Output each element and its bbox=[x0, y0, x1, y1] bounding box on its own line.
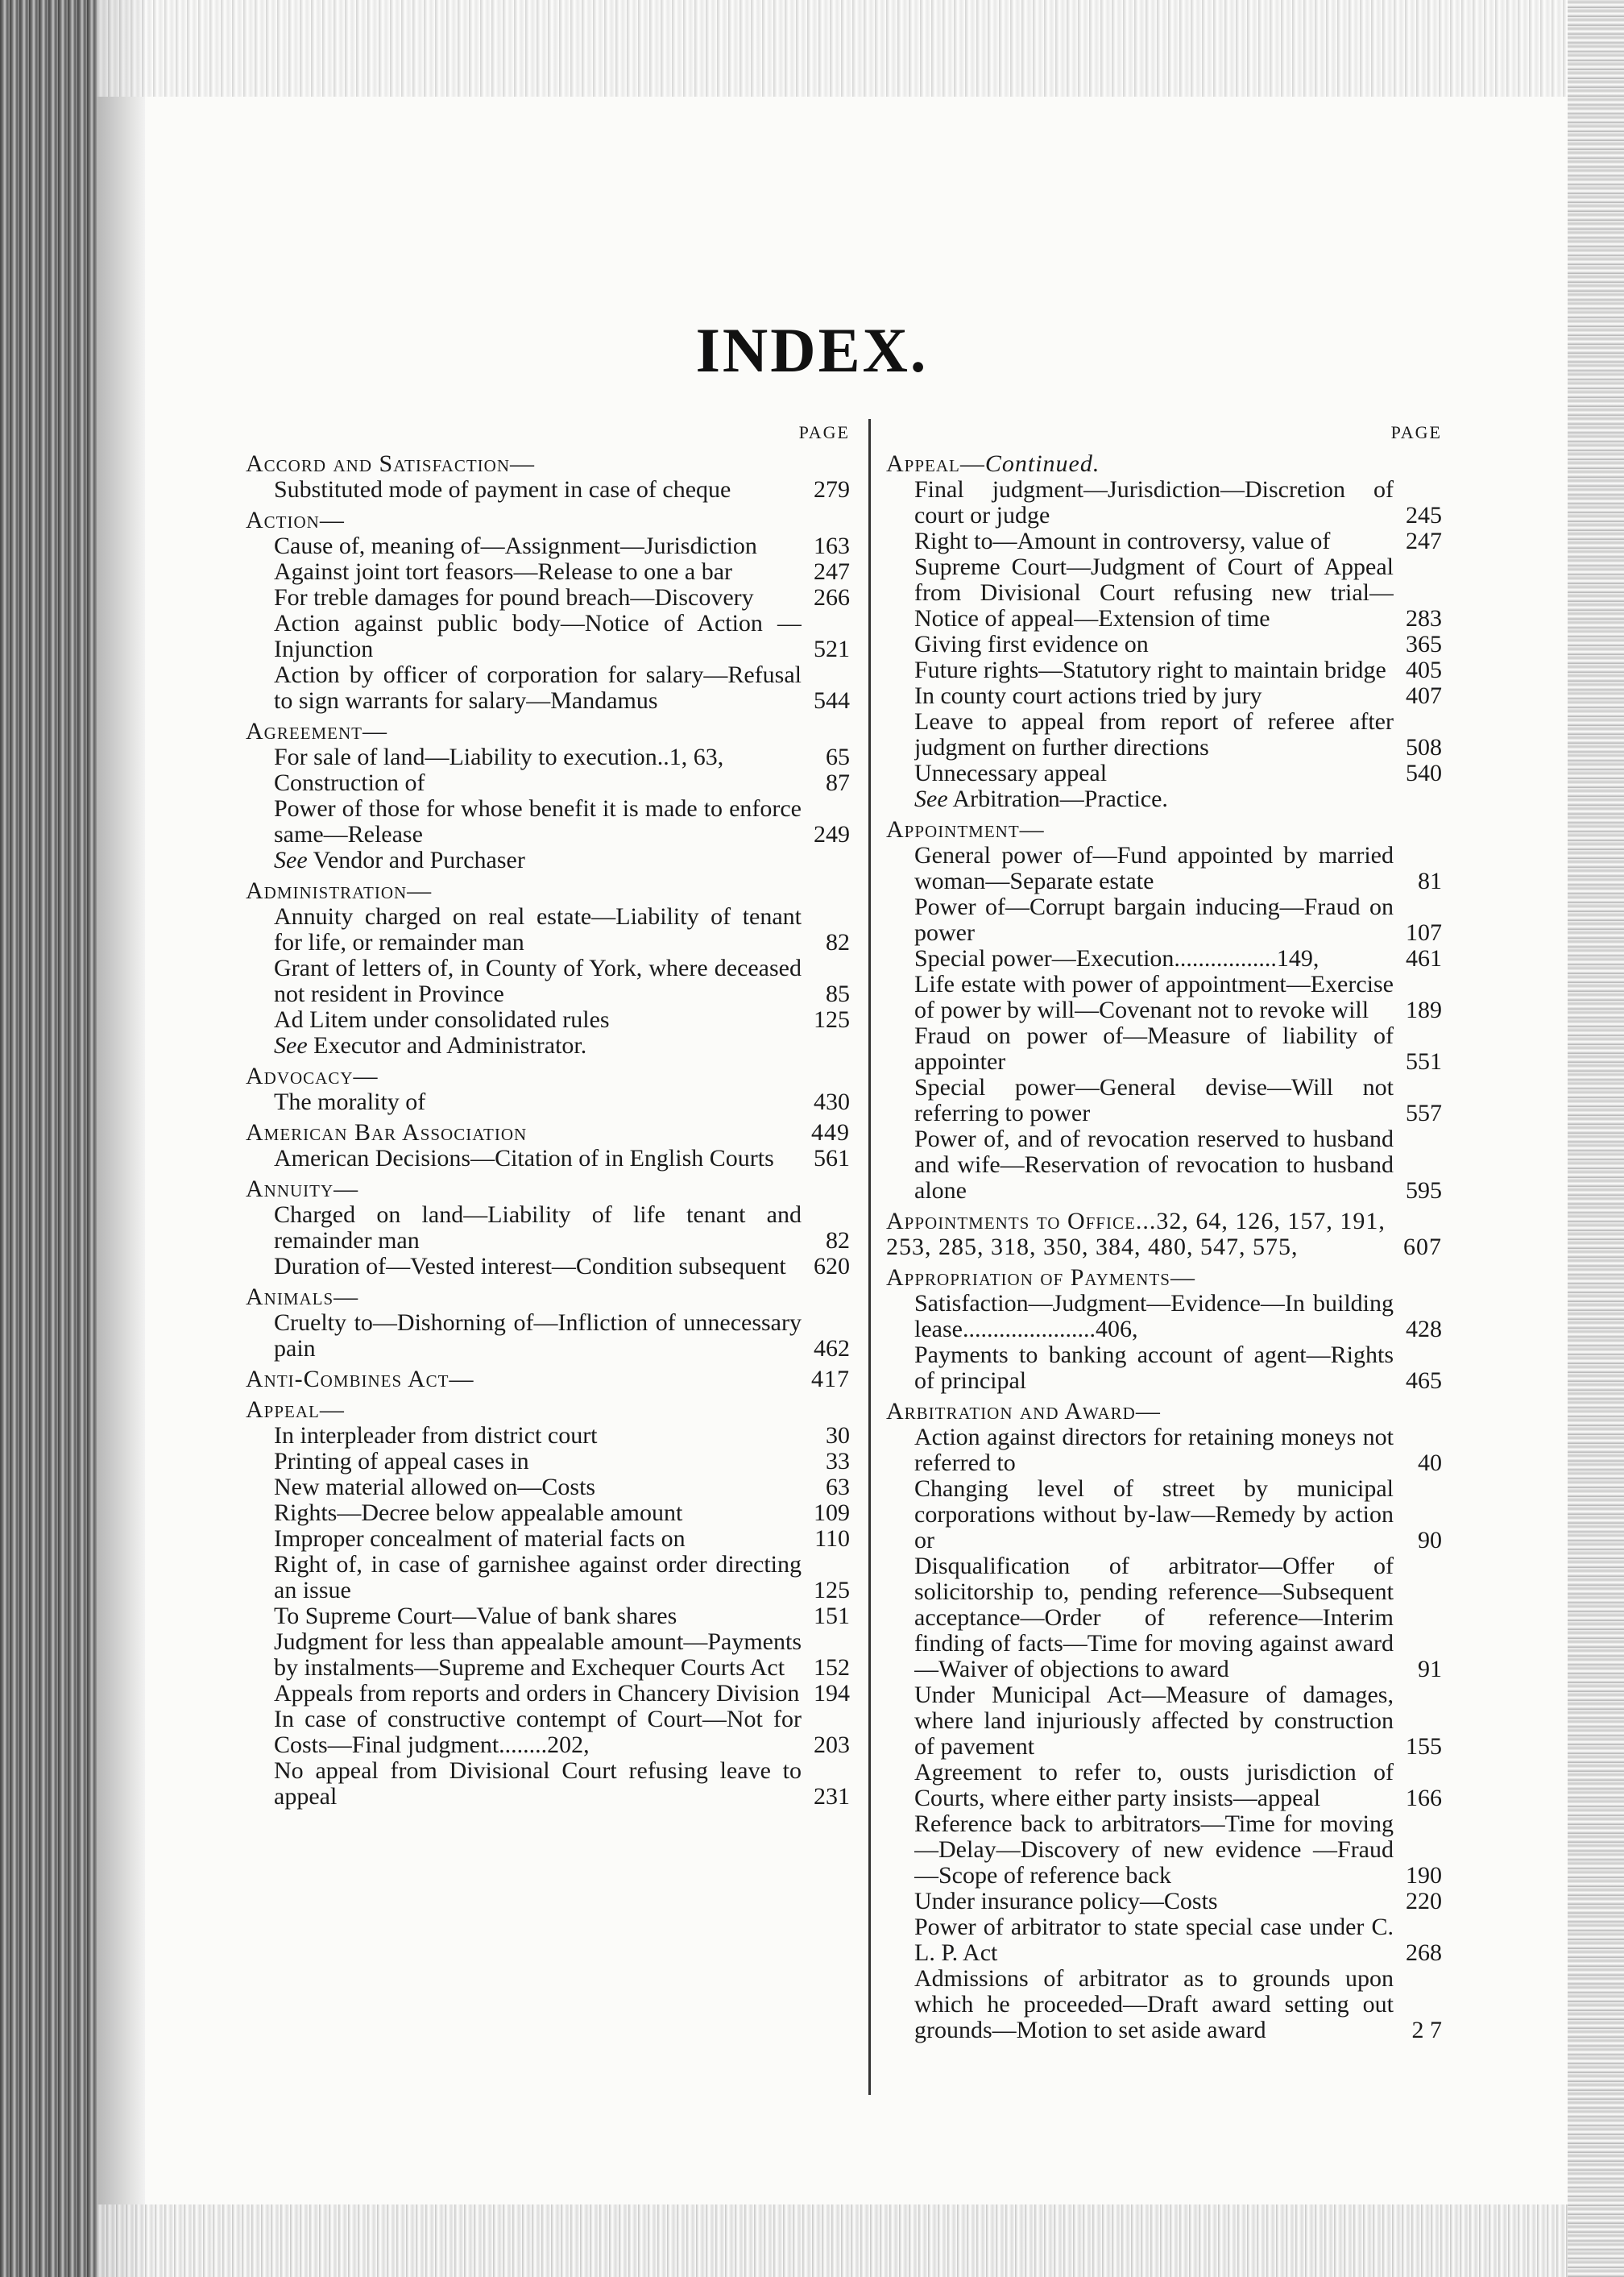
index-entry-text: General power of—Fund appointed by married woman—Separate estate bbox=[914, 843, 1394, 894]
index-entry bbox=[246, 770, 850, 796]
index-heading-text: Appointments to Office...32, 64, 126, 157, 191, 253, 285, 318, 350, 384, 480, 547, 575, bbox=[886, 1208, 1386, 1260]
index-entry bbox=[886, 1126, 1442, 1204]
index-entry bbox=[886, 972, 1442, 1023]
index-entry bbox=[246, 1552, 850, 1603]
index-heading bbox=[246, 1284, 850, 1310]
index-entry-text: Action against public body—Notice of Action —Injunction bbox=[274, 611, 802, 662]
index-entry-text: Power of—Corrupt bargain inducing—Fraud on power bbox=[914, 894, 1394, 946]
index-entry bbox=[886, 632, 1442, 657]
page-number: 247 bbox=[814, 558, 850, 585]
page-number: 81 bbox=[1418, 868, 1442, 894]
index-entry-text: Under Municipal Act—Measure of damages, where land injuriously affected by construction of pavement bbox=[914, 1682, 1394, 1760]
page-number: 462 bbox=[814, 1335, 850, 1362]
index-heading bbox=[246, 1397, 850, 1423]
index-heading-text: Action— bbox=[246, 507, 345, 533]
index-entry bbox=[886, 1760, 1442, 1811]
page-number: 33 bbox=[826, 1448, 850, 1474]
index-entry bbox=[246, 477, 850, 503]
index-heading bbox=[886, 817, 1442, 843]
index-entry-text: Supreme Court—Judgment of Court of Appeal from Divisional Court refusing new trial—Notice of appeal—Extension of time bbox=[914, 554, 1394, 632]
page-number: 551 bbox=[1406, 1048, 1442, 1075]
page-number: 247 bbox=[1406, 528, 1442, 554]
page-edge-bottom bbox=[97, 2204, 1568, 2277]
index-entry bbox=[246, 1603, 850, 1629]
page-number: 166 bbox=[1406, 1785, 1442, 1811]
index-entry bbox=[246, 533, 850, 559]
page-column-label: PAGE bbox=[798, 422, 850, 442]
page-number: 125 bbox=[814, 1577, 850, 1603]
page-number: 194 bbox=[814, 1680, 850, 1707]
page-number: 283 bbox=[1406, 605, 1442, 632]
index-entry-text: Action by officer of corporation for salary—Refusal to sign warrants for salary—Mandamus bbox=[274, 662, 802, 714]
index-heading bbox=[886, 1265, 1442, 1291]
index-entry-text: To Supreme Court—Value of bank shares bbox=[274, 1603, 677, 1629]
index-entry-text: Cruelty to—Dishorning of—Infliction of unnecessary pain bbox=[274, 1310, 802, 1362]
index-heading bbox=[246, 878, 850, 904]
page-number: 2 7 bbox=[1411, 2017, 1442, 2043]
page-number: 152 bbox=[814, 1654, 850, 1681]
index-heading-text: Advocacy— bbox=[246, 1063, 379, 1089]
index-heading bbox=[246, 508, 850, 533]
see-prefix: See bbox=[274, 847, 308, 873]
index-heading-text: Appropriation of Payments— bbox=[886, 1264, 1195, 1291]
index-heading-text: Appointment— bbox=[886, 816, 1045, 843]
page-number: 125 bbox=[814, 1006, 850, 1033]
page-number: 405 bbox=[1406, 657, 1442, 683]
index-entry bbox=[886, 1966, 1442, 2043]
index-entry bbox=[246, 956, 850, 1007]
index-entry bbox=[246, 1202, 850, 1254]
index-entry-text: Admissions of arbitrator as to grounds upon which he proceeded—Draft award setting out grounds—Motion to set aside award bbox=[914, 1966, 1394, 2043]
see-reference bbox=[886, 786, 1442, 812]
page-number: 540 bbox=[1406, 760, 1442, 786]
page-number: 82 bbox=[826, 1227, 850, 1254]
index-entry bbox=[886, 1291, 1442, 1342]
page-number: 508 bbox=[1406, 734, 1442, 761]
see-prefix: See bbox=[274, 1032, 308, 1059]
index-entry bbox=[886, 1425, 1442, 1476]
index-entry-text: Substituted mode of payment in case of cheque bbox=[274, 477, 731, 503]
index-entry-text: In county court actions tried by jury bbox=[914, 683, 1262, 709]
index-column-right bbox=[886, 419, 1442, 2043]
index-heading-entry bbox=[246, 1367, 850, 1392]
see-target: Vendor and Purchaser bbox=[313, 847, 525, 873]
page-number: 203 bbox=[814, 1732, 850, 1758]
page-number: 109 bbox=[814, 1499, 850, 1526]
index-entry bbox=[246, 796, 850, 848]
index-entry-text: Construction of bbox=[274, 770, 425, 796]
index-entry bbox=[886, 894, 1442, 946]
index-entry bbox=[246, 662, 850, 714]
index-entry-text: Leave to appeal from report of referee after judgment on further directions bbox=[914, 709, 1394, 761]
index-heading-entry bbox=[886, 1209, 1442, 1260]
index-entry bbox=[886, 1889, 1442, 1914]
index-entry bbox=[886, 709, 1442, 761]
index-entry bbox=[246, 744, 850, 770]
index-entry-text: Charged on land—Liability of life tenant and remainder man bbox=[274, 1202, 802, 1254]
index-entry-text: New material allowed on—Costs bbox=[274, 1474, 596, 1500]
index-list-right bbox=[886, 451, 1442, 2043]
index-entry bbox=[246, 1449, 850, 1474]
index-entry-text: Fraud on power of—Measure of liability of appointer bbox=[914, 1023, 1394, 1075]
index-entry bbox=[246, 1423, 850, 1449]
index-entry-text: Right of, in case of garnishee against order directing an issue bbox=[274, 1552, 802, 1603]
index-entry-text: No appeal from Divisional Court refusing leave to appeal bbox=[274, 1758, 802, 1810]
see-target: Executor and Administrator. bbox=[313, 1032, 587, 1059]
index-entry-text: Satisfaction—Judgment—Evidence—In building lease......................406, bbox=[914, 1291, 1394, 1342]
index-entry-text: The morality of bbox=[274, 1089, 426, 1115]
index-heading-text: Arbitration and Award— bbox=[886, 1398, 1161, 1425]
index-entry bbox=[886, 1682, 1442, 1760]
index-list-left bbox=[246, 451, 850, 1810]
page-edge-top bbox=[97, 0, 1568, 97]
index-heading bbox=[246, 1064, 850, 1089]
index-heading-continued: Continued. bbox=[984, 450, 1100, 477]
column-divider bbox=[868, 419, 871, 2095]
index-entry bbox=[886, 683, 1442, 709]
page-number: 189 bbox=[1406, 997, 1442, 1023]
index-heading-text: Agreement— bbox=[246, 718, 387, 744]
page-number: 155 bbox=[1406, 1733, 1442, 1760]
index-entry-text: Annuity charged on real estate—Liability of tenant for life, or remainder man bbox=[274, 904, 802, 956]
index-entry-text: Power of, and of revocation reserved to husband and wife—Reservation of revocation to husband alone bbox=[914, 1126, 1394, 1204]
index-entry bbox=[886, 529, 1442, 554]
index-entry bbox=[886, 1342, 1442, 1394]
index-entry-text: Power of those for whose benefit it is made to enforce same—Release bbox=[274, 796, 802, 848]
index-entry bbox=[246, 904, 850, 956]
index-entry bbox=[246, 1310, 850, 1362]
page-number: 544 bbox=[814, 687, 850, 714]
index-entry-text: Against joint tort feasors—Release to one a bar bbox=[274, 559, 733, 585]
page-number: 190 bbox=[1406, 1862, 1442, 1889]
index-heading bbox=[886, 451, 1442, 477]
index-heading bbox=[246, 451, 850, 477]
index-heading-text: American Bar Association bbox=[246, 1119, 528, 1146]
index-column-left bbox=[246, 419, 850, 1810]
index-entry-text: Cause of, meaning of—Assignment—Jurisdiction bbox=[274, 533, 757, 559]
index-entry-text: Improper concealment of material facts on bbox=[274, 1526, 686, 1552]
page-title: INDEX. bbox=[695, 315, 929, 385]
index-entry-text: In case of constructive contempt of Court—Not for Costs—Final judgment........202, bbox=[274, 1707, 802, 1758]
page-number: 430 bbox=[814, 1089, 850, 1115]
index-heading bbox=[246, 719, 850, 744]
index-entry-text: Power of arbitrator to state special case under C. L. P. Act bbox=[914, 1914, 1394, 1966]
index-entry bbox=[246, 1629, 850, 1681]
page-number: 110 bbox=[814, 1525, 850, 1552]
index-heading bbox=[886, 1399, 1442, 1425]
index-entry bbox=[246, 1758, 850, 1810]
index-entry-text: Appeals from reports and orders in Chancery Division bbox=[274, 1681, 800, 1707]
index-entry-text: For treble damages for pound breach—Discovery bbox=[274, 585, 754, 611]
index-entry bbox=[886, 1476, 1442, 1553]
index-entry bbox=[246, 1681, 850, 1707]
page-number: 465 bbox=[1406, 1367, 1442, 1394]
page-number: 163 bbox=[814, 533, 850, 559]
index-entry bbox=[886, 1075, 1442, 1126]
index-heading-text: Administration— bbox=[246, 877, 433, 904]
index-entry-text: Rights—Decree below appealable amount bbox=[274, 1500, 683, 1526]
index-entry bbox=[246, 611, 850, 662]
page-number: 365 bbox=[1406, 631, 1442, 657]
index-entry bbox=[886, 1023, 1442, 1075]
index-entry bbox=[886, 1914, 1442, 1966]
index-entry-text: Life estate with power of appointment—Exercise of power by will—Covenant not to revoke will bbox=[914, 972, 1394, 1023]
index-entry-text: Printing of appeal cases in bbox=[274, 1449, 529, 1474]
page-number: 449 bbox=[811, 1119, 850, 1146]
index-entry-text: Giving first evidence on bbox=[914, 632, 1149, 657]
index-heading-entry bbox=[246, 1120, 850, 1146]
page-number: 620 bbox=[814, 1253, 850, 1280]
page-number: 607 bbox=[1403, 1234, 1442, 1260]
index-entry bbox=[246, 1089, 850, 1115]
page-number: 65 bbox=[826, 744, 850, 770]
page-number: 595 bbox=[1406, 1177, 1442, 1204]
index-heading bbox=[246, 1176, 850, 1202]
page-number: 279 bbox=[814, 476, 850, 503]
page-number: 220 bbox=[1406, 1888, 1442, 1914]
index-entry-text: For sale of land—Liability to execution..1, 63, bbox=[274, 744, 724, 770]
index-entry bbox=[246, 585, 850, 611]
page-number: 245 bbox=[1406, 502, 1442, 529]
see-prefix: See bbox=[914, 786, 948, 812]
index-entry bbox=[246, 1007, 850, 1033]
index-entry-text: Agreement to refer to, ousts jurisdiction of Courts, where either party insists—appeal bbox=[914, 1760, 1394, 1811]
index-entry-text: Special power—General devise—Will not referring to power bbox=[914, 1075, 1394, 1126]
page-number: 561 bbox=[814, 1145, 850, 1172]
page-number: 30 bbox=[826, 1422, 850, 1449]
index-entry bbox=[886, 843, 1442, 894]
page-number: 107 bbox=[1406, 919, 1442, 946]
page-number: 87 bbox=[826, 769, 850, 796]
page-number: 428 bbox=[1406, 1316, 1442, 1342]
index-entry bbox=[246, 1474, 850, 1500]
index-entry bbox=[246, 1707, 850, 1758]
index-entry-text: American Decisions—Citation of in English Courts bbox=[274, 1146, 774, 1172]
index-entry-text: Judgment for less than appealable amount—Payments by instalments—Supreme and Exchequer Courts Act bbox=[274, 1629, 802, 1681]
index-entry-text: Action against directors for retaining moneys not referred to bbox=[914, 1425, 1394, 1476]
index-entry-text: Ad Litem under consolidated rules bbox=[274, 1007, 610, 1033]
index-entry bbox=[246, 1254, 850, 1280]
page-number: 231 bbox=[814, 1783, 850, 1810]
index-entry bbox=[886, 477, 1442, 529]
index-entry-text: Changing level of street by municipal corporations without by-law—Remedy by action or bbox=[914, 1476, 1394, 1553]
page-number: 268 bbox=[1406, 1939, 1442, 1966]
page-number: 91 bbox=[1418, 1656, 1442, 1682]
page-column-label: PAGE bbox=[1390, 422, 1442, 442]
index-entry-text: Special power—Execution.................149, bbox=[914, 946, 1320, 972]
index-entry-text: Grant of letters of, in County of York, where deceased not resident in Province bbox=[274, 956, 802, 1007]
index-entry bbox=[246, 1526, 850, 1552]
index-entry bbox=[886, 657, 1442, 683]
index-entry bbox=[246, 1500, 850, 1526]
index-entry bbox=[886, 1811, 1442, 1889]
index-entry bbox=[886, 946, 1442, 972]
index-entry-text: Right to—Amount in controversy, value of bbox=[914, 529, 1331, 554]
page-number: 40 bbox=[1418, 1450, 1442, 1476]
index-heading-text: Accord and Satisfaction— bbox=[246, 450, 535, 477]
index-entry-text: Disqualification of arbitrator—Offer of solicitorship to, pending reference—Subsequent acceptance—Order of reference—Interim finding of facts—Time for moving against award—Waiver of objections to award bbox=[914, 1553, 1394, 1682]
page-number: 82 bbox=[826, 929, 850, 956]
index-heading-text: Animals— bbox=[246, 1284, 359, 1310]
see-reference bbox=[246, 848, 850, 873]
page-number: 90 bbox=[1418, 1527, 1442, 1553]
index-entry bbox=[886, 1553, 1442, 1682]
index-entry-text: In interpleader from district court bbox=[274, 1423, 598, 1449]
page-number: 249 bbox=[814, 821, 850, 848]
page-number: 85 bbox=[826, 981, 850, 1007]
page-number: 461 bbox=[1406, 945, 1442, 972]
index-entry bbox=[886, 761, 1442, 786]
page-number: 266 bbox=[814, 584, 850, 611]
index-heading-text: Appeal— bbox=[246, 1396, 345, 1423]
page-number: 407 bbox=[1406, 682, 1442, 709]
page-number: 151 bbox=[814, 1603, 850, 1629]
index-heading-text: Appeal— bbox=[886, 450, 985, 477]
see-reference bbox=[246, 1033, 850, 1059]
index-entry-text: Unnecessary appeal bbox=[914, 761, 1108, 786]
index-entry-text: Duration of—Vested interest—Condition subsequent bbox=[274, 1254, 786, 1280]
index-entry-text: Reference back to arbitrators—Time for moving—Delay—Discovery of new evidence —Fraud—Scope of reference back bbox=[914, 1811, 1394, 1889]
index-heading-text: Anti-Combines Act— bbox=[246, 1366, 474, 1392]
index-entry bbox=[886, 554, 1442, 632]
index-entry-text: Future rights—Statutory right to maintain bridge bbox=[914, 657, 1386, 683]
index-entry bbox=[246, 559, 850, 585]
see-target: Arbitration—Practice. bbox=[952, 786, 1168, 812]
index-heading-text: Annuity— bbox=[246, 1176, 359, 1202]
index-entry-text: Payments to banking account of agent—Rights of principal bbox=[914, 1342, 1394, 1394]
index-entry bbox=[246, 1146, 850, 1172]
page-number: 417 bbox=[811, 1366, 850, 1392]
page-number: 521 bbox=[814, 636, 850, 662]
page-number: 63 bbox=[826, 1474, 850, 1500]
index-entry-text: Final judgment—Jurisdiction—Discretion of court or judge bbox=[914, 477, 1394, 529]
page-number: 557 bbox=[1406, 1100, 1442, 1126]
index-entry-text: Under insurance policy—Costs bbox=[914, 1889, 1218, 1914]
